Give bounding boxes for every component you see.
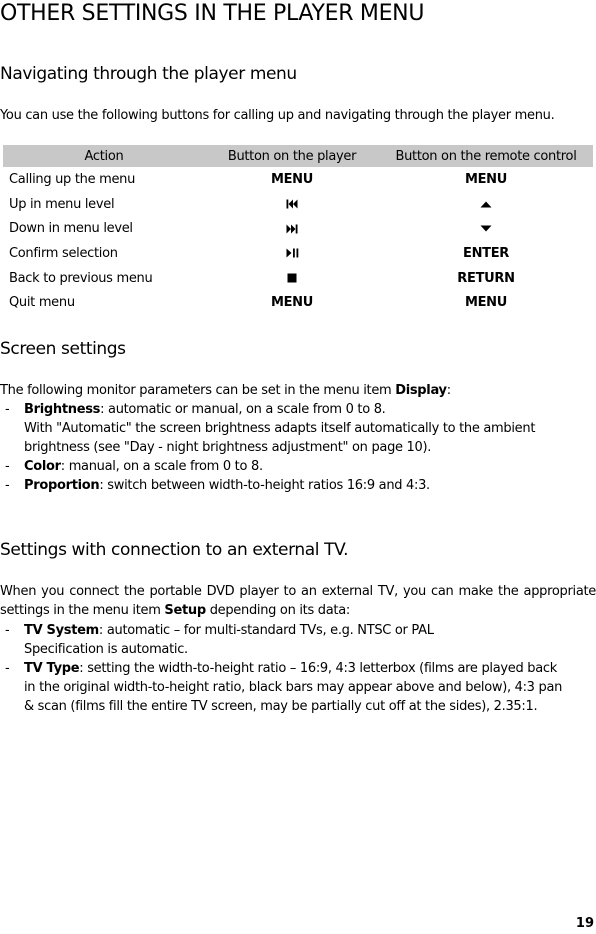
menu-item-setup: Setup bbox=[164, 603, 206, 618]
header-player-button: Button on the player bbox=[205, 145, 379, 167]
table-header-row bbox=[3, 145, 593, 167]
intro-suffix: : bbox=[446, 383, 451, 398]
list-item: - Proportion: switch between width-to-height ratios 16:9 and 4:3. bbox=[5, 478, 430, 493]
list-item: - TV Type: setting the width-to-height ratio – 16:9, 4:3 letterbox (films are played back in the original width-to-height ratio, black bars may appear above and below), 4:3 pan & scan (films fill the entire TV screen, may be partially cut off at the sides), 2.35:1. bbox=[5, 661, 563, 714]
item-text: : automatic – for multi-standard TVs, e.g. NTSC or PAL bbox=[98, 623, 434, 638]
item-text-line: Specification is automatic. bbox=[24, 642, 188, 657]
skip-back-icon bbox=[286, 199, 298, 209]
menu-item-display: Display bbox=[395, 383, 447, 398]
list-item: - Color: manual, on a scale from 0 to 8. bbox=[5, 459, 263, 474]
header-remote-button: Button on the remote control bbox=[379, 145, 593, 167]
term-color: Color bbox=[24, 459, 61, 474]
item-text-line: With "Automatic" the screen brightness adapts itself automatically to the ambient bbox=[24, 421, 536, 436]
row-player-button bbox=[205, 216, 379, 241]
page-number: 19 bbox=[575, 916, 594, 931]
item-text: : automatic or manual, on a scale from 0 to 8. bbox=[100, 402, 386, 417]
arrow-down-icon bbox=[480, 225, 492, 232]
table-row bbox=[3, 241, 593, 266]
play-pause-icon bbox=[286, 248, 299, 258]
row-player-button: MENU bbox=[270, 171, 314, 187]
row-action: Quit menu bbox=[9, 295, 75, 311]
nav-section-heading: Navigating through the player menu bbox=[0, 64, 297, 84]
item-text: : setting the width-to-height ratio – 16:9, 4:3 letterbox (films are played back bbox=[79, 661, 557, 676]
item-text-line: in the original width-to-height ratio, black bars may appear above and below), 4:3 pan bbox=[24, 680, 563, 695]
term-proportion: Proportion bbox=[24, 478, 100, 493]
row-remote-button bbox=[379, 216, 593, 241]
list-item: - Brightness: automatic or manual, on a scale from 0 to 8. With "Automatic" the screen brightness adapts itself automatically to the ambient brightness (see "Day - night brightness adjustment" on page 10). bbox=[5, 402, 536, 455]
tv-section-intro bbox=[0, 582, 596, 620]
screen-section-heading: Screen settings bbox=[0, 339, 126, 359]
term-tv-type: TV Type bbox=[24, 661, 80, 676]
table-row bbox=[3, 290, 593, 315]
row-player-button bbox=[205, 192, 379, 217]
row-remote-button: MENU bbox=[464, 295, 508, 311]
row-action: Up in menu level bbox=[9, 196, 115, 212]
row-player-button bbox=[205, 241, 379, 266]
row-action: Calling up the menu bbox=[9, 171, 136, 187]
table-row bbox=[3, 216, 593, 241]
nav-section-intro: You can use the following buttons for calling up and navigating through the player menu. bbox=[0, 108, 555, 123]
controls-table bbox=[3, 145, 593, 315]
row-remote-button bbox=[379, 192, 593, 217]
item-text-line: brightness (see "Day - night brightness adjustment" on page 10). bbox=[24, 440, 432, 455]
page-title: OTHER SETTINGS IN THE PLAYER MENU bbox=[0, 1, 425, 26]
screen-settings-list bbox=[0, 400, 535, 495]
tv-settings-list bbox=[0, 621, 562, 716]
table-row bbox=[3, 192, 593, 217]
term-brightness: Brightness bbox=[24, 402, 101, 417]
row-action: Back to previous menu bbox=[9, 270, 153, 286]
row-remote-button: MENU bbox=[464, 171, 508, 187]
row-remote-button: RETURN bbox=[457, 270, 515, 286]
row-player-button bbox=[205, 266, 379, 291]
table-row bbox=[3, 167, 593, 192]
row-action: Down in menu level bbox=[9, 221, 133, 237]
tv-section-heading: Settings with connection to an external TV. bbox=[0, 540, 349, 560]
item-text-line: & scan (films fill the entire TV screen, may be partially cut off at the sides), 2.35:1. bbox=[24, 699, 538, 714]
item-text: : manual, on a scale from 0 to 8. bbox=[60, 459, 263, 474]
row-remote-button: ENTER bbox=[462, 245, 510, 261]
screen-section-intro bbox=[0, 381, 451, 400]
list-item: - TV System: automatic – for multi-standard TVs, e.g. NTSC or PAL Specification is automatic. bbox=[0, 621, 562, 659]
row-action: Confirm selection bbox=[9, 245, 118, 261]
arrow-up-icon bbox=[480, 201, 492, 208]
item-text: : switch between width-to-height ratios 16:9 and 4:3. bbox=[99, 478, 430, 493]
header-action: Action bbox=[3, 145, 205, 167]
row-player-button: MENU bbox=[270, 295, 314, 311]
intro-text: When you connect the portable DVD player to an external TV, you can make the appropriate settings in the menu item bbox=[0, 584, 596, 618]
term-tv-system: TV System bbox=[24, 623, 99, 638]
table-row bbox=[3, 266, 593, 291]
intro-suffix: depending on its data: bbox=[205, 603, 350, 618]
intro-text: The following monitor parameters can be set in the menu item bbox=[0, 383, 396, 398]
skip-forward-icon bbox=[286, 224, 298, 234]
stop-icon bbox=[287, 273, 297, 283]
